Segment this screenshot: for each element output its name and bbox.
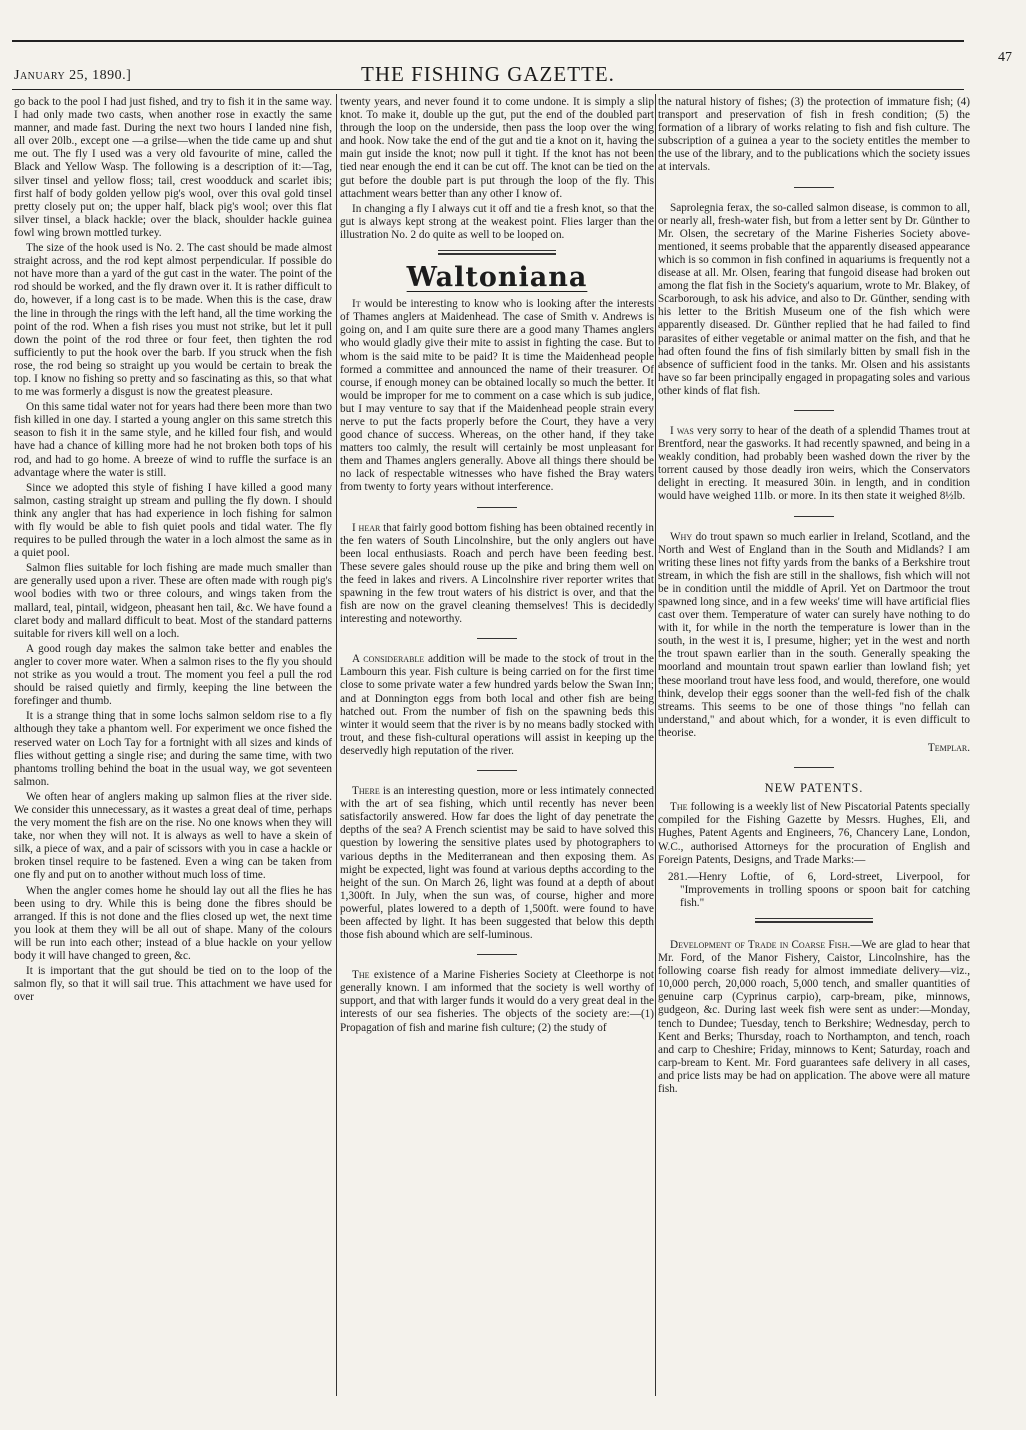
paragraph: Saprolegnia ferax, the so-called salmon disease, is common to all, or nearly all, fresh-water fish, but from a letter sent by Dr. Günther to Mr. Olsen, the secretary of the Marine Fisheries Society above-mentioned, it seems probable that the apparently diseased appearance which is so common in fish confined in aquariums is frequently not a disease at all. Mr. Olsen, fearing that fungoid disease had broken out among the flat fish in the Society's aquarium, wrote to Mr. Blakey, of Scarborough, to ask his advice, and also to Dr. Günther, sending with his letter to the British Museum one of the fish which were apparently diseased. Dr. Günther replied that he had failed to find parasites of either vegetable or animal matter on the fish, and that he had often found the fins of fish similarly bitten by small fish in the absence of sufficient food in the tanks. Mr. Olsen and his assistants have so far been principally engaged in propagating soles and various other kinds of flat fish. (658, 201, 970, 397)
item-divider (794, 516, 834, 517)
column-separator (336, 94, 337, 1396)
lead-words: Development of Trade in Coarse Fish. (670, 938, 851, 951)
paragraph-text: very sorry to hear of the death of a splendid Thames trout at Brentford, near the gasworks. It had recently spawned, and being in a weakly condition, had probably been washed down the river by the torrent caused by those deadly iron weirs, which the Conservators delight in erecting. It measured 30in. in length, and in condition would have weighed 11lb. or more. In its then state it weighed 8½lb. (658, 424, 970, 503)
paragraph (340, 298, 654, 494)
item-divider (477, 770, 517, 771)
paragraph: Salmon flies suitable for loch fishing are made much smaller than are generally used upon a river. These are often made with rough pig's wool bodies with two or three colours, and wings taken from the mallard, teal, pintail, widgeon, pheasant hen tail, &c. We have found a claret body and mallard difficult to beat. Most of the standard patterns suitable for rivers kill well on a loch. (14, 562, 332, 640)
column-3 (658, 96, 970, 1396)
lead-words: I hear (352, 521, 381, 534)
paragraph (340, 969, 654, 1034)
paragraph (658, 939, 970, 1096)
page-number: 47 (998, 50, 1012, 65)
item-divider (477, 954, 517, 955)
section-divider (755, 918, 873, 923)
issue-date: January 25, 1890.] (14, 68, 132, 83)
column-1 (14, 96, 332, 1396)
paragraph-text: is an interesting question, more or less intimately connected with the art of sea fishing, which until recently has never been satisfactorily answered. How far does the light of day penetrate the depths of the sea? A French scientist may be said to have solved this question by lowering the sensitive plates used by photographers to various depths in the Mediterranean and then exposing them. As might be expected, light was found at various depths according to the height of the sun. On March 26, light was found at a depth of about 1,300ft. In July, when the sun was, of course, higher and more powerful, plates lowered to a depth of 1,500ft. were found to have been affected by light. It has been suggested that below this depth those fish abound which are self-luminous. (340, 785, 654, 942)
paragraph-text: addition will be made to the stock of trout in the Lambourn this year. Fish culture is being carried on for the first time close to some private water a few hundred yards below the Swan Inn; and at Donnington eggs from both local and other fish are being hatched out. From the number of fish on the spawning beds this winter it would seem that the river is by no means badly stocked with trout, and these fish-cultural operations will assist in keeping up the deservedly high reputation of the river. (340, 653, 654, 757)
column-separator (655, 94, 656, 1396)
top-rule (12, 40, 964, 42)
paragraph-text: would be interesting to know who is looking after the interests of Thames anglers at Maidenhead. The case of Smith v. Andrews is going on, and I am quite sure there are a good many Thames anglers who would gladly give their mite to assist in fighting the case. But to whom is the said mite to be paid? It is time the Maidenhead people formed a committee and announced the name of their treasurer. Of course, if enough money can be obtained locally so much the better. It would be improper for me to comment on a case which is sub judice, but I may venture to say that if the Maidenhead people strain every nerve to put the facts properly before the Court, they have a very good chance of success. Whereas, on the other hand, if they take matters too calmly, the result will certainly be most unpleasant for them and Thames anglers generally. Above all things there should be no lack of respectable witnesses who have fished the Bray waters from twenty to forty years without interference. (340, 298, 654, 494)
paragraph: When the angler comes home he should lay out all the flies he has been using to dry. While this is being done the fibres should be arranged. If this is not done and the flies closed up wet, the next time you look at them they will be all out of shape. Many of the colours will be run into each other; instead of a blue hackle on your yellow body it will have changed to green, &c. (14, 884, 332, 962)
paragraph: Since we adopted this style of fishing I have killed a good many salmon, casting straight up stream and pulling the fly down. I should think any angler that has had experience in loch fishing for salmon with fly would be able to fish quiet pools and tidal water. The fly requires to be pulled through the water in a loch almost the same as in a quiet pool. (14, 481, 332, 560)
paragraph: The size of the hook used is No. 2. The cast should be made almost straight across, and the rod kept almost perpendicular. If possible do not have more than a yard of the gut cast in the water. The point of the rod should be worked, and the fly drawn over it. It is rather difficult to do, however, if a long cast is to be made. When this is the case, draw the line in through the rings with the left hand, all the time working the point of the rod. When a fish rises you must not strike, but let it pull down the point of the rod three or four feet, then tighten the rod sufficiently to put the hook over the barb. If you struck when the fish rose, the rod being so straight up you would be certain to break the top. I know no fishing so pretty and so fascinating as this, so that what to me was formerly a disgust is now the greatest pleasure. (14, 242, 332, 399)
section-title-new-patents: NEW PATENTS. (764, 781, 864, 796)
paragraph: On this same tidal water not for years had there been more than two fish killed in one day. I started a young angler on this same stretch this season to fish it in the same style, and he killed four fish, and would have had a chance of killing more had he not broken both tops of his rod, and had to go home. A breeze of wind to ruffle the surface is an advantage where the water is still. (14, 401, 332, 479)
lead-words: The (670, 801, 688, 814)
paragraph (658, 531, 970, 741)
paragraph: It is a strange thing that in some lochs salmon seldom rise to a fly although they take a phantom well. For experiment we once fished the reserved water on Loch Tay for a fortnight with all sizes and kinds of flies without getting a single rise; and during the same time, with two phantoms trolling behind the boat in the usual way, we got seventeen salmon. (14, 710, 332, 788)
item-divider (477, 507, 517, 508)
lead-words: There (352, 785, 380, 798)
paragraph (340, 653, 654, 758)
paragraph-text: do trout spawn so much earlier in Ireland, Scotland, and the North and West of England than in the South and Midlands? I am writing these lines not fifty yards from the banks of a Berkshire trout stream, in which the fish are still in the shallows, fish which will not be in condition until the middle of April. Yet on Dartmoor the trout spawned long since, and in a few weeks' time will have artificial flies cast over them. Temperature of water can surely have nothing to do with it, for while in the north the temperature is lower than in the south, in the west it is, I presume, higher; yet in the west and north the trout spawn earlier than in the south. Generally speaking the moorland and mountain trout spawn earlier than lowland fish; yet these moorland trout have less food, and would, therefore, one would think, develop their eggs sooner than the well-fed fish of the chalk streams. This seems to be one of those things "no fellah can understand," and about which, for a wonder, it is even difficult to theorise. (658, 530, 970, 739)
page-header (12, 50, 1012, 86)
lead-words: Why (670, 530, 693, 543)
paragraph (340, 785, 654, 942)
section-title-waltoniana: Waltoniana (406, 262, 588, 294)
paragraph: We often hear of anglers making up salmon flies at the river side. We consider this unnecessary, as it wastes a great deal of time, perhaps the very moment the fish are on the rise. No one knows when they will take, nor when they will not. It is always as well to have a skein of silk, a piece of wax, and a pair of scissors with you in case a hackle or broken tinsel require to be fastened. Even a wing can be taken from one fly and put on to another without much loss of time. (14, 790, 332, 882)
item-divider (477, 638, 517, 639)
paragraph-text: existence of a Marine Fisheries Society at Cleethorpe is not generally known. I am informed that the society is well worthy of support, and that with larger funds it would do a very great deal in the interests of our sea fisheries. The objects of the society are:—(1) Propagation of fish and marine fish culture; (2) the study of (340, 969, 654, 1034)
header-rule (12, 89, 964, 90)
paragraph-text: following is a weekly list of New Piscatorial Patents specially compiled for the Fishing Gazette by Messrs. Hughes, Eli, and Hughes, Patent Agents and Engineers, 76, Chancery Lane, London, W.C., authorised Attorneys for the procuration of English and Foreign Patents, Designs, and Trade Marks:— (658, 801, 970, 866)
paragraph (658, 801, 970, 866)
section-divider (438, 250, 556, 255)
lead-words: The (352, 969, 370, 982)
patent-entry: 281.—Henry Loftie, of 6, Lord-street, Liverpool, for "Improvements in trolling spoons or spoon bait for catching fish." (668, 870, 970, 909)
item-divider (794, 767, 834, 768)
item-divider (794, 187, 834, 188)
lead-words: I was (670, 424, 694, 437)
column-2 (340, 96, 654, 1396)
paragraph (340, 522, 654, 627)
item-divider (794, 410, 834, 411)
paragraph-text: that fairly good bottom fishing has been obtained recently in the fen waters of South Lincolnshire, but the only anglers out have been local enthusiasts. Roach and perch have been feeding best. These severe gales should rouse up the pike and bring them well on the feed in lakes and rivers. A Lincolnshire river reporter writes that spawning in the few trout waters of his district is over, and that the fish are now on the gravel cleaning themselves! This is decidedly interesting and noteworthy. (340, 521, 654, 626)
paragraph: A good rough day makes the salmon take better and enables the angler to cover more water. When a salmon rises to the fly you should not strike as you would a trout. The moment you feel a pull the rod should be raised quietly and firmly, keeping the line between the forefinger and thumb. (14, 642, 332, 708)
lead-words: A considerable (352, 653, 425, 666)
paragraph: It is important that the gut should be tied on to the loop of the salmon fly, so that it will sail true. This attachment we have used for over (14, 965, 332, 1004)
author-signature: Templar. (927, 742, 970, 755)
paragraph: go back to the pool I had just fished, and try to fish it in the same way. I had only made two casts, when another rose in exactly the same manner, and made fast. During the next two hours I landed nine fish, all over 20lb., except one —a grilse—when the tide came up and shut me out. The fly I used was a very old favourite of mine, called the Black and Yellow Wasp. The following is a description of it:—Tag, silver tinsel and yellow floss; tail, crest woodduck and scarlet ibis; first half of body golden yellow pig's wool, over this oval gold tinsel pretty closely put on; the upper half, black pig's wool; over this flat silver tinsel, a black hackle; over the black, shoulder hackle guinea fowl wing brown mottled turkey. (14, 96, 332, 239)
paragraph: the natural history of fishes; (3) the protection of immature fish; (4) transport and preservation of fish in fresh condition; (5) the formation of a library of works relating to fish and fish culture. The subscription of a guinea a year to the society entitles the member to the use of the library, and to the publications which the society issues at intervals. (658, 96, 970, 174)
publication-title: THE FISHING GAZETTE. (361, 62, 615, 86)
lead-words: It (352, 298, 361, 311)
paragraph-text: —We are glad to hear that Mr. Ford, of the Manor Fishery, Caistor, Lincolnshire, has the following coarse fish ready for almost immediate delivery—viz., 10,000 perch, 20,000 roach, 5,000 tench, and smaller quantities of genuine carp (Cyprinus carpio), carp-bream, pike, minnows, gudgeon, &c. During last week fish were sent as under:—Monday, tench to Dundee; Tuesday, tench to Berkshire; Wednesday, perch to Kent and Berks; Thursday, roach to Northampton, and tench, roach and carp to Cheshire; Friday, minnows to Kent; Saturday, roach and carp-bream to Kent. Mr. Ford guarantees safe delivery in all cases, and price lists may be had on application. The above were all mature fish. (658, 938, 970, 1095)
paragraph (658, 425, 970, 504)
paragraph: twenty years, and never found it to come undone. It is simply a slip knot. To make it, double up the gut, put the end of the doubled part through the loop on the underside, then pass the loop over the wing and hook. Now take the end of the gut and tie a knot on it, having the main gut inside the knot; now pull it tight. If the knot has not been tied near enough the end it can be cut off. The knot can be tied on the gut before the double part is put through the loop of the fly. This attachment wears better than any other I know of. (340, 96, 654, 200)
paragraph: In changing a fly I always cut it off and tie a fresh knot, so that the gut is always kept strong at the weakest point. Flies larger than the illustration No. 2 do quite as well to be looped on. (340, 202, 654, 241)
